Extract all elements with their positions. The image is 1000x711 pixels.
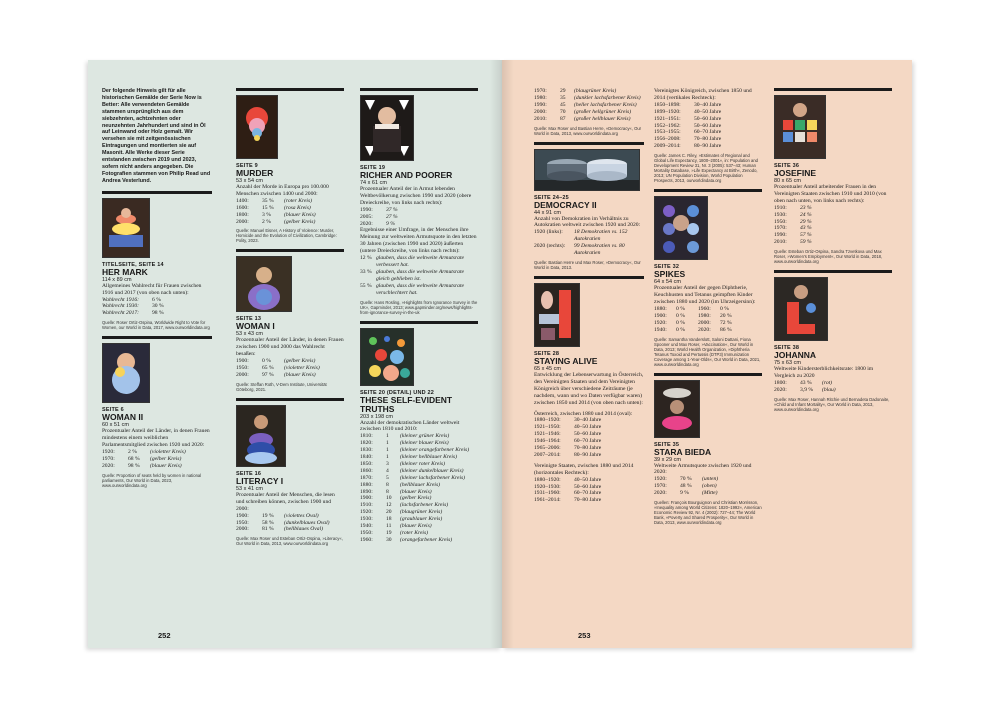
staying-alive-painting-thumbnail[interactable]: [534, 283, 580, 347]
data-row: 1920: 2 % (violetter Kreis): [102, 448, 186, 455]
data-row: 1950: 19 (roter Kreis): [360, 530, 429, 536]
work-description: Prozentualer Anteil der Länder, in denen Frauen mindestens einem weiblichen Parlamentsmitglied zwischen 1920 und 2020:: [102, 428, 210, 449]
work-caption: SEITE 38: [774, 345, 800, 352]
data-row: 1961–2014: 70–80 Jahre: [534, 497, 602, 504]
work-democracy-ii: [534, 149, 644, 270]
work-stara-bieda: [654, 380, 762, 526]
work-her-mark: [102, 198, 212, 331]
work-woman-i: [236, 256, 344, 391]
page-number-left: 252: [158, 631, 171, 640]
data-row: 1850–1898: 30–40 Jahre: [654, 101, 722, 108]
work-size: 75 x 63 cm: [774, 360, 801, 367]
data-row: 2000: 81 % (hellblaues Oval): [236, 526, 323, 533]
work-title: WOMAN I: [236, 321, 275, 332]
data-row: 2010: 87 (großer hellblauer Kreis): [534, 115, 631, 122]
spikes-painting-thumbnail[interactable]: [654, 196, 708, 260]
section-rule: [654, 189, 762, 192]
data-row: 1956–2008: 70–80 Jahre: [654, 136, 722, 143]
data-row: 1952–1962: 50–60 Jahre: [654, 122, 722, 129]
subheading: Vereinigte Staaten, zwischen 1880 und 2014 (horizontales Rechteck):: [534, 462, 634, 476]
left-column-2: [236, 88, 344, 552]
data-row: 1950: 29 %: [774, 218, 812, 225]
work-description: Prozentualer Anteil der Länder, in denen Frauen zwischen 1900 und 2000 das Wahlrecht besaßen:: [236, 337, 344, 358]
data-row: 2020: 9 %: [360, 220, 395, 227]
data-row: 1800: 3 % (blauer Kreis): [236, 211, 316, 218]
data-row: 1940: 0 % 2020: 86 %: [654, 326, 732, 333]
her-mark-painting-thumbnail[interactable]: [102, 198, 150, 258]
data-row: 2000: 97 % (blauer Kreis): [236, 371, 316, 378]
data-row: 1970: 43 %: [774, 225, 812, 232]
work-size: 74 x 61 cm: [360, 180, 387, 186]
data-row: 1960: 30 (orangefarbener Kreis): [360, 536, 453, 543]
page-number-right: 253: [578, 631, 591, 640]
work-source: Quelle: Steffan Roth, V-Dem Institute, Universität Göteborg, 2021.: [236, 381, 327, 392]
work-woman-ii: [102, 343, 212, 487]
section-rule: [360, 321, 478, 324]
work-johanna: [774, 277, 892, 412]
right-page: [502, 60, 912, 648]
data-row: 1890: 8 (blauer Kreis): [360, 488, 432, 495]
data-row: 1900: 10 (gelber Kreis): [360, 495, 432, 502]
data-row: 1840: 1 (kleiner hellblauer Kreis): [360, 454, 457, 461]
data-row: 2020: 3,9 % (blau): [774, 386, 836, 393]
work-source: Quelle: Bastian Herre und Max Roser, »Democracy«, Our World in Data, 2013.: [534, 259, 641, 270]
uk-continued: [654, 88, 762, 183]
work-size: 203 x 198 cm: [360, 413, 394, 420]
work-title: THESE SELF-EVIDENT TRUTHS: [360, 394, 453, 414]
work-caption: SEITE 35: [654, 441, 680, 448]
data-row: 12 % glauben, dass die weltweite Armutsrate verbessert hat.: [360, 255, 464, 268]
work-size: 64 x 54 cm: [654, 279, 681, 286]
work-description: Weltweite Kindersterblichkeitsrate: 1800 im Vergleich zu 2020: [774, 366, 874, 380]
work-source: Quelle: James C. Riley, »Estimates of Regional and Global Life Expectancy, 1800–2001«, in: Population and Development Review 31, Nr. 3 (2005): 537–43; Human Mortality Database, »Life Expectancy at Birth«, Zenodo, 2013; UN Population Division, World Population Prospects, 2013, ourworldindata.org: [654, 153, 758, 184]
data-row: 2020 (rechts): 99 Demokratien vs. 80 Autokratien: [534, 243, 625, 257]
work-caption: SEITE 19: [360, 165, 386, 171]
data-row: 1880: 8 (hellblauer Kreis): [360, 481, 441, 488]
work-title: JOHANNA: [774, 350, 817, 361]
data-row: 1880–1920: 40–50 Jahre: [534, 476, 602, 483]
work-description: Allgemeines Wahlrecht für Frauen zwischen 1916 und 2017 (von oben nach unten):: [102, 282, 202, 296]
data-row: 2000: 2 % (gelber Kreis): [236, 218, 316, 225]
subheading: Vereinigtes Königreich, zwischen 1850 und 2014 (vertikales Rechteck):: [654, 88, 752, 101]
work-source: Quelle: Esteban Ortiz-Ospina, Sandra Tzvetkova und Max Roser, »Women's Employment«, Our World in Data, 2018, www.ourworldindata.org: [774, 249, 883, 265]
work-description: Anzahl von Demokratien im Verhältnis zu Autokratien weltweit zwischen 1920 und 2020:: [534, 215, 641, 229]
data-row: 2007–2014: 80–90 Jahre: [534, 451, 602, 458]
right-column-3: [774, 88, 892, 418]
data-row: 1990: 37 %: [360, 206, 398, 213]
data-row: 2000: 70 (großer hellgrüner Kreis): [534, 108, 632, 115]
data-row: 1600: 15 % (rosa Kreis): [236, 204, 311, 211]
data-row: 1880: 0 % 1960: 0 %: [654, 305, 729, 312]
work-source: Quelle: Roser Ortiz-Ospina, Worldwide Right to Vote for Women, our World in Data, 2017, www.ourworldindata.org: [102, 320, 210, 331]
work-title: LITERACY I: [236, 475, 284, 486]
work-richer-and-poorer: [360, 95, 478, 315]
work-size: 65 x 45 cm: [534, 365, 561, 372]
work-caption: SEITE 6: [102, 407, 124, 414]
data-row: 33 % glauben, dass die weltweite Armutsrate gleich geblieben ist.: [360, 268, 464, 282]
data-row: 1920: 20 (blaugrüner Kreis): [360, 509, 443, 516]
work-title: MURDER: [236, 168, 274, 178]
data-row: 1820: 1 (kleiner blauer Kreis): [360, 440, 449, 447]
data-row: 1990: 45 (heller lachsfarbener Kreis): [534, 101, 637, 108]
work-size: 44 x 91 cm: [534, 209, 561, 216]
literacy-i-painting-thumbnail[interactable]: [236, 405, 286, 467]
data-row: Wahlrecht 1916: 6 %: [102, 296, 161, 303]
data-row: 1920–1930: 50–60 Jahre: [534, 483, 602, 490]
data-row: 1921–1950: 40–50 Jahre: [534, 424, 602, 431]
work-description: Entwicklung der Lebenserwartung in Österreich, den Vereinigten Staaten und dem Vereinigten Königreich über verschiedene Zeiträume (je nachdem, wann und wo Daten verfügbar waren) zwischen 1850 und 2014 (von oben nach unten):: [534, 371, 644, 406]
data-row: 1980: 35 (dunkler lachsfarbener Kreis): [534, 94, 641, 101]
work-source: Quelle: Proportion of seats held by women in national parliaments, Our World in Data, 2023, www.ourworldindata.org: [102, 472, 202, 488]
intro-text: Der folgende Hinweis gilt für alle historischen Gemälde der Serie Now is Better: Alle verwendeten Gemälde stammen ursprünglich aus dem siebzehnten, achtzehnten oder neunzehnten Jahrhundert und sind in Öl auf Leinwand oder Holz gemalt. Wir versehen sie mit zeitgenössischen Eintragungen und montierten sie auf Masonit. Alle Werke dieser Serie entstanden zwischen 2019 und 2023, sofern nicht anders angegeben. Die Fotografien stammen von Philip Read und Andrea Vesterlund.: [102, 88, 211, 184]
democracy-ii-painting-thumbnail[interactable]: [534, 149, 640, 191]
data-row: 1940: 11 (blauer Kreis): [360, 523, 432, 530]
work-source: Quelle: Samantha Vanderslott, Saloni Dattani, Fiona Spooner und Max Roser, »Vaccination«, Our World in Data, 2013; World Health Organization, »Diphtheria Tetanus Toxoid and Pertussis (DTP3) Immunization Coverage among 1-Year-Olds«, Our World in Data, 2021, www.ourworldindata.org: [654, 336, 761, 367]
data-row: 1920 (links): 18 Demokratien vs. 152 Autokratien: [534, 229, 628, 243]
subheading: Österreich, zwischen 1880 und 2014 (oval):: [534, 410, 633, 417]
data-row: 1946–1964: 60–70 Jahre: [534, 438, 602, 445]
work-size: 114 x 89 cm: [102, 276, 132, 283]
work-size: 39 x 29 cm: [654, 456, 681, 463]
work-description: Weltweite Armutsquote zwischen 1920 und 2020:: [654, 462, 752, 476]
work-description-2: Ergebnisse einer Umfrage, in der Menschen ihre Meinung zur weltweiten Armutsquote in den letzten 30 Jahren (zwischen 1990 und 2020) äußerten (untere Dreieckreihe, von links nach rechts):: [360, 227, 477, 255]
work-title: WOMAN II: [102, 412, 144, 423]
data-row: 1860: 4 (kleiner dunkelblauer Kreis): [360, 467, 464, 474]
data-row: 1830: 1 (kleiner orangefarbener Kreis): [360, 447, 470, 454]
work-title: STARA BIEDA: [654, 446, 712, 457]
right-column-1: [534, 88, 644, 510]
woman-ii-painting-thumbnail[interactable]: [102, 343, 150, 403]
work-title: DEMOCRACY II: [534, 199, 597, 210]
work-caption: SEITE 16: [236, 470, 262, 477]
data-row: 1899–1920: 40–50 Jahre: [654, 108, 722, 115]
data-row: 1850: 3 (kleiner roter Kreis): [360, 460, 445, 467]
data-row: 55 % glauben, dass die weltweite Armutsrate verschlechtert hat.: [360, 282, 464, 296]
section-rule: [774, 88, 892, 91]
data-row: Wahlrecht 1930: 30 %: [102, 303, 164, 310]
data-row: 1950: 58 % (dunkelblaues Oval): [236, 519, 330, 526]
data-row: 1880–1920: 30–40 Jahre: [534, 417, 602, 424]
data-row: 1965–2006: 70–80 Jahre: [534, 445, 602, 452]
work-title: HER MARK: [102, 266, 148, 277]
section-rule: [534, 142, 644, 145]
section-rule: [236, 398, 344, 401]
data-row: 2020: 9 % (Mitte): [654, 490, 718, 497]
data-row: 1810: 1 (kleiner grüner Kreis): [360, 433, 450, 440]
data-row: 1970: 68 % (gelber Kreis): [102, 455, 182, 462]
data-row: 1930: 18 (graublauer Kreis): [360, 516, 443, 523]
work-caption: SEITE 13: [236, 316, 262, 323]
data-row: 1400: 35 % (roter Kreis): [236, 197, 313, 204]
work-description: Prozentualer Anteil der Menschen, die lesen und schreiben können, zwischen 1900 und 2000:: [236, 491, 335, 512]
data-row: 1870: 5 (kleiner lachsfarbener Kreis): [360, 474, 466, 481]
work-spikes: [654, 196, 762, 366]
data-row: 1910: 23 %: [774, 204, 812, 211]
section-rule: [534, 276, 644, 279]
stara-bieda-painting-thumbnail[interactable]: [654, 380, 700, 438]
work-murder: [236, 95, 344, 243]
work-caption: SEITE 9: [236, 163, 258, 169]
left-column-3: [360, 88, 478, 550]
work-staying-alive: [534, 283, 644, 504]
work-caption: SEITE 20 (DETAIL) UND 22: [360, 389, 435, 396]
data-row: 1950: 65 % (violetter Kreis): [236, 365, 320, 372]
work-caption: SEITE 24–25: [534, 194, 569, 201]
truths-continued: [534, 88, 644, 136]
work-description: Anzahl der Morde in Europa pro 100.000 Menschen zwischen 1400 und 2000:: [236, 184, 329, 197]
murder-painting-thumbnail[interactable]: [236, 95, 278, 159]
richer-and-poorer-painting-thumbnail[interactable]: [360, 95, 414, 161]
work-source: Quelle: Max Roser und Esteban Ortiz-Ospina, »Literacy«, Our World in Data, 2013, www.ourworldindata.org: [236, 536, 343, 547]
data-row: 2020: 98 % (blauer Kreis): [102, 462, 182, 469]
work-these-self-evident-truths: [360, 328, 478, 544]
right-column-2: [654, 88, 762, 531]
work-literacy-i: [236, 405, 344, 546]
work-caption: SEITE 28: [534, 350, 560, 357]
data-row: 1921–1946: 50–60 Jahre: [534, 431, 602, 438]
data-row: 1920: 70 % (unten): [654, 476, 719, 483]
work-description: Prozentualer Anteil der gegen Diphtherie, Keuchhusten und Tetanus geimpften Kinder zwischen 1880 und 2020 (im Uhrzeigersinn):: [654, 285, 756, 305]
data-row: 2010: 59 %: [774, 239, 812, 246]
data-row: 1990: 57 %: [774, 232, 812, 239]
left-column-1: [102, 88, 212, 494]
data-row: 1900: 0 % 1980: 20 %: [654, 312, 732, 319]
data-row: 2009–2014: 80–90 Jahre: [654, 143, 722, 150]
work-size: 53 x 41 cm: [236, 485, 263, 492]
work-source: Quelle: Manuel Eisner, A History of Violence: Murder, Homicide and the Evolution of Civilization, Cambridge: Polity, 2023.: [236, 228, 337, 244]
work-caption: SEITE 32: [654, 264, 680, 271]
josefine-painting-thumbnail[interactable]: [774, 95, 826, 159]
data-row: 1910: 12 (lachsfarbener Kreis): [360, 502, 449, 509]
work-size: 60 x 51 cm: [102, 422, 129, 429]
work-description: Prozentualer Anteil der in Armut lebenden Weltbevölkerung zwischen 1990 und 2020 (obere Dreieckreihe, von links nach rechts):: [360, 186, 472, 206]
data-row: 1900: 19 % (violettes Oval): [236, 512, 319, 519]
work-source: Quellen: François Bourguignon und Christian Morrisson, »Inequality among World Citizens: 1820–1992«, American Economic Review 92, Nr. 4 (2002): 727–44; The World Bank, »Poverty and Shared Prosperity«, Our World in Data, 2013, www.ourworldindata.org: [654, 500, 762, 526]
work-source: Quelle: Hans Rosling, »Highlights from Ignorance Survey in the UK«, Gapminder, 2013; www.gapminder.org/news/highlights-from-ignorance-survey-in-the-uk: [360, 299, 478, 315]
johanna-painting-thumbnail[interactable]: [774, 277, 828, 341]
section-rule: [102, 336, 212, 339]
data-row: 1970: 48 % (oben): [654, 483, 717, 490]
section-rule: [102, 191, 212, 194]
section-rule: [236, 88, 344, 91]
data-row: 2005: 27 %: [360, 213, 398, 220]
data-row: 1800: 43 % (rot): [774, 379, 833, 386]
data-row: 1900: 0 % (gelber Kreis): [236, 358, 316, 365]
data-row: 1930: 24 %: [774, 211, 812, 218]
section-rule: [360, 88, 478, 91]
work-size: 53 x 54 cm: [236, 178, 263, 184]
woman-i-painting-thumbnail[interactable]: [236, 256, 292, 312]
work-size: 80 x 65 cm: [774, 178, 801, 184]
section-rule: [654, 373, 762, 376]
work-source: Quelle: Max Roser, Hannah Ritchie und Bernadeta Dadonaite, »Child and Infant Mortality«, Our World in Data, 2013, www.ourworldindata.org: [774, 396, 890, 412]
data-row: 1970: 29 (blaugrüner Kreis): [534, 88, 617, 94]
data-row: Wahlrecht 2017: 98 %: [102, 310, 164, 317]
work-title: STAYING ALIVE: [534, 355, 598, 366]
section-rule: [236, 249, 344, 252]
work-description: Prozentualer Anteil arbeitender Frauen in den Vereinigten Staaten zwischen 1910 und 2010 (von oben nach unten, von links nach rechts):: [774, 184, 887, 204]
section-rule: [774, 270, 892, 273]
work-size: 53 x 43 cm: [236, 331, 263, 338]
data-row: 1931–1960: 60–70 Jahre: [534, 490, 602, 497]
work-josefine: [774, 95, 892, 264]
left-page: [88, 60, 502, 648]
work-title: JOSEFINE: [774, 168, 817, 178]
work-caption: SEITE 36: [774, 163, 800, 169]
work-caption: TITELSEITE, SEITE 14: [102, 261, 164, 268]
work-title: SPIKES: [654, 269, 686, 280]
self-evident-truths-painting-thumbnail[interactable]: [360, 328, 414, 386]
data-row: 1953–1955: 60–70 Jahre: [654, 129, 722, 136]
work-description: Anzahl der demokratischen Länder weltweit zwischen 1810 und 2010:: [360, 419, 460, 433]
data-row: 1921–1951: 50–60 Jahre: [654, 115, 722, 122]
work-source: Quelle: Max Roser und Bastian Herre, »Democracy«, Our World in Data, 2013, www.ourworldindata.org: [534, 125, 642, 136]
work-title: RICHER AND POORER: [360, 170, 453, 180]
book-gutter: [490, 60, 514, 648]
data-row: 1920: 0 % 2000: 72 %: [654, 319, 732, 326]
